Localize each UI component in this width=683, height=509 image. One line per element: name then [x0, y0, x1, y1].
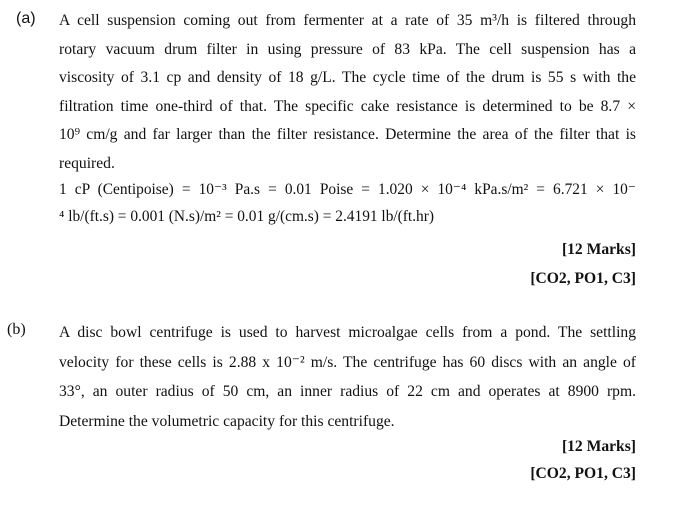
unit-conversion-line: 1 cP (Centipoise) = 10⁻³ Pa.s = 0.01 Poise = 1.020 × 10⁻⁴ kPa.s/m² = 6.721 × 10⁻ — [59, 181, 636, 198]
question-a-line: 10⁹ cm/g and far larger than the filter resistance. Determine the area of the filter that is — [59, 126, 636, 144]
question-b-line: A disc bowl centrifuge is used to harvest microalgae cells from a pond. The settling — [59, 324, 636, 341]
question-a-line: viscosity of 3.1 cp and density of 18 g/L. The cycle time of the drum is 55 s with the — [59, 69, 636, 87]
unit-conversion-line: ⁴ lb/(ft.s) = 0.001 (N.s)/m² = 0.01 g/(cm.s) = 2.4191 lb/(ft.hr) — [59, 208, 434, 225]
question-a-text — [59, 7, 636, 179]
question-a-marks: [12 Marks] — [561, 241, 636, 258]
question-a-line: filtration time one-third of that. The specific cake resistance is determined to be 8.7 × — [59, 97, 636, 115]
question-b-label: (b) — [7, 321, 26, 338]
question-a-line: rotary vacuum drum filter in using pressure of 83 kPa. The cell suspension has a — [59, 40, 636, 58]
question-a-line: required. — [59, 154, 115, 172]
question-b-line: Determine the volumetric capacity for this centrifuge. — [59, 412, 395, 430]
question-b-line: velocity for these cells is 2.88 x 10⁻² m/s. The centrifuge has 60 discs with an angle of — [59, 353, 636, 371]
question-b-line: 33°, an outer radius of 50 cm, an inner radius of 22 cm and operates at 8900 rpm. — [59, 383, 636, 401]
question-a-outcomes: [CO2, PO1, C3] — [530, 270, 636, 287]
question-a-line: A cell suspension coming out from fermenter at a rate of 35 m³/h is filtered through — [59, 12, 636, 29]
question-b-outcomes: [CO2, PO1, C3] — [530, 465, 636, 482]
question-b-marks: [12 Marks] — [561, 438, 636, 455]
question-a-label: (a) — [16, 10, 36, 27]
question-b-text — [59, 318, 636, 436]
